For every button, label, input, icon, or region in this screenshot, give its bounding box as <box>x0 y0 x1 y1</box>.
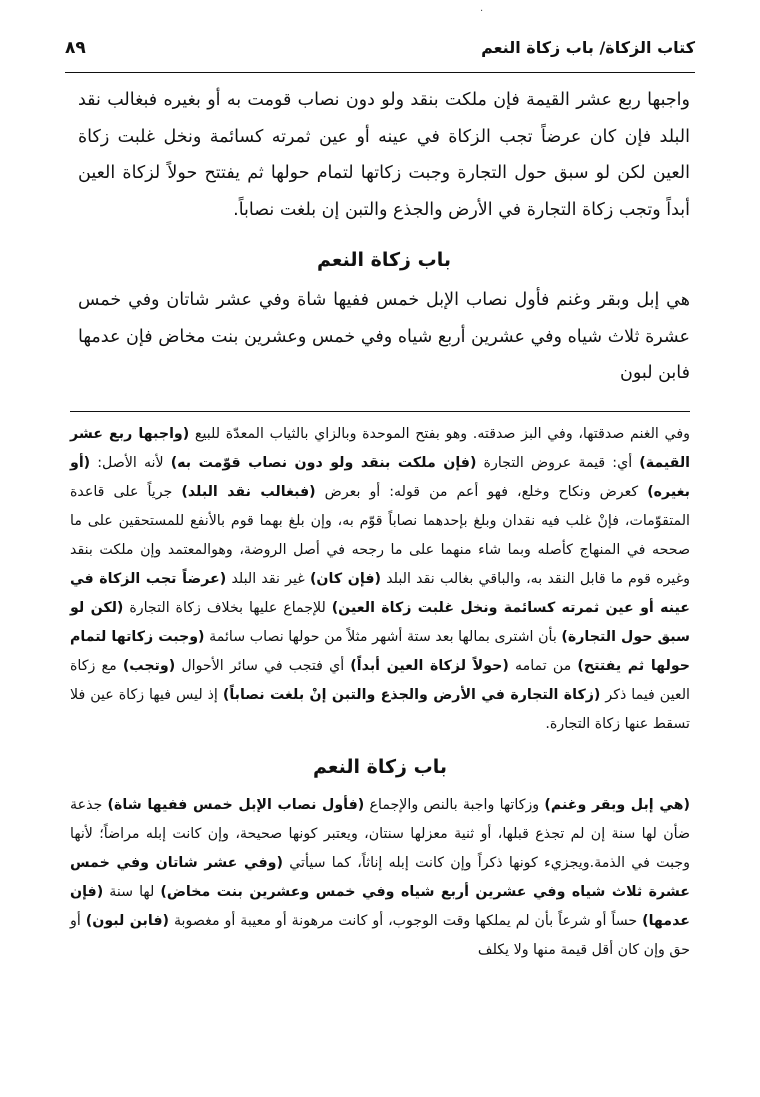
page-number: ٨٩ <box>65 38 86 58</box>
commentary-text: وزكاتها واجبة بالنص والإجماع <box>364 797 545 813</box>
commentary-quote: (فبغالب نقد البلد) <box>181 484 316 500</box>
running-title: كتاب الزكاة/ باب زكاة النعم <box>481 38 695 57</box>
commentary-quote: (أو بغيره) <box>70 455 690 500</box>
running-header <box>65 38 695 72</box>
header-rule <box>65 72 695 73</box>
commentary-quote: (عرضاً تجب الزكاة في عينه أو عين ثمرته كسائمة ونخل غلبت زكاة العين) <box>70 571 690 616</box>
commentary-text: غير نقد البلد <box>226 571 310 587</box>
footnote-separator <box>70 411 690 412</box>
commentary-quote: (زكاة التجارة في الأرض والجذع والتبن إنْ بلغت نصاباً) <box>222 687 601 703</box>
commentary-quote: (وفي عشر شاتان وفي خمس عشرة ثلاث شياه وفي عشرين أربع شياه وفي خمس وعشرين بنت مخاض) <box>70 855 690 900</box>
commentary-text: بأن اشترى بمالها بعد ستة أشهر مثلاً من حولها نصاب سائمة <box>204 629 562 645</box>
commentary-quote: (حولاً لزكاة العين أبداً) <box>350 658 509 674</box>
commentary-text: إذ ليس فيها زكاة عين فلا تسقط عنها زكاة التجارة. <box>70 687 690 732</box>
commentary-text: وفي الغنم صدقتها، وفي البز صدقته. وهو بفتح الموحدة وبالزاي بالثياب المعدّة للبيع <box>189 426 690 442</box>
commentary-text: حساً أو شرعاً بأن لم يملكها وقت الوجوب، أو كانت مرهونة أو معيبة أو مغصوبة <box>168 913 643 929</box>
commentary-paragraph-1 <box>70 420 690 739</box>
commentary-text: أي: قيمة عروض التجارة <box>476 455 640 471</box>
commentary-text: من تمامه <box>508 658 578 674</box>
section-heading: باب زكاة النعم <box>317 249 451 271</box>
commentary-quote: (لكن لو سبق حول التجارة) <box>70 600 691 645</box>
commentary-paragraph-2 <box>70 791 690 965</box>
commentary-quote: (فإن عدمها) <box>70 884 690 929</box>
commentary-text: كعرض ونكاح وخلع، فهو أعم من قوله: أو بعرض <box>315 484 648 500</box>
commentary-text: مع زكاة العين فيما ذكر <box>70 658 690 703</box>
commentary-heading: باب زكاة النعم <box>313 756 447 778</box>
commentary-quote: (فإن ملكت بنقد ولو دون نصاب قوّمت به) <box>170 455 477 471</box>
main-paragraph-1: واجبها ربع عشر القيمة فإن ملكت بنقد ولو دون نصاب قومت به أو بغيره فبغالب نقد البلد فإن كان عرضاً تجب الزكاة في عينه أو عين ثمرته كسائمة ونخل غلبت زكاة العين لكن لو سبق حول التجارة وجبت زكاتها لتمام حولها ثم يفتتح حولاً لزكاة العين أبداً وتجب زكاة التجارة في الأرض والجذع والتبن إن بلغت نصاباً. <box>78 90 690 220</box>
commentary-quote: (وجبت زكاتها لتمام حولها ثم يفتتح) <box>70 629 690 674</box>
commentary-quote: (فابن لبون) <box>85 913 169 929</box>
main-text <box>78 82 690 392</box>
commentary <box>70 420 690 965</box>
commentary-text: لها سنة <box>103 884 161 900</box>
commentary-text: للإجماع عليها بخلاف زكاة التجارة <box>123 600 332 616</box>
commentary-quote: (واجبها ربع عشر القيمة) <box>70 426 691 471</box>
commentary-text: جذعة ضأن لها سنة إن لم تجذع قبلها، أو ثنية معزلها سنتان، ويعتبر كونها صحيحة، وإن كانت إبله مراضاً؛ لأنها وجبت في الذمة.ويجزيء كونها ذكراً وإن كانت إبله إناثاً، كما سيأتي <box>70 797 690 871</box>
commentary-quote: (فأول نصاب الإبل خمس ففيها شاة) <box>107 797 365 813</box>
commentary-text: جرياً على قاعدة المتقوّمات، فإنْ غلب فيه نقدان وبلغ بإحدهما نصاباً قوّم به، وإن بلغ بهما قوم بالأنفع للمستحقين على ما صححه في المنهاج كأصله وبما شاء منهما على ما رجحه في أصل الروضة، وهوالمعتمد وإن ملكت بنقد وغيره قوم ما قابل النقد به، والباقي بغالب نقد البلد <box>70 484 690 587</box>
commentary-text: أي فتجب في سائر الأحوال <box>175 658 351 674</box>
commentary-text: أو حق وإن كان أقل قيمة منها ولا يكلف <box>70 913 690 958</box>
commentary-text: لأنه الأصل: <box>90 455 171 471</box>
commentary-quote: (هي إبل وبقر وغنم) <box>544 797 690 813</box>
commentary-quote: (وتجب) <box>122 658 176 674</box>
main-paragraph-2: هي إبل وبقر وغنم فأول نصاب الإبل خمس ففيها شاة وفي عشر شاتان وفي خمس عشرة ثلاث شياه وفي عشرين أربع شياه وفي خمس وعشرين بنت مخاض فإن عدمها فابن لبون <box>78 290 690 383</box>
commentary-quote: (فإن كان) <box>309 571 381 587</box>
ink-speck: · <box>480 6 484 17</box>
